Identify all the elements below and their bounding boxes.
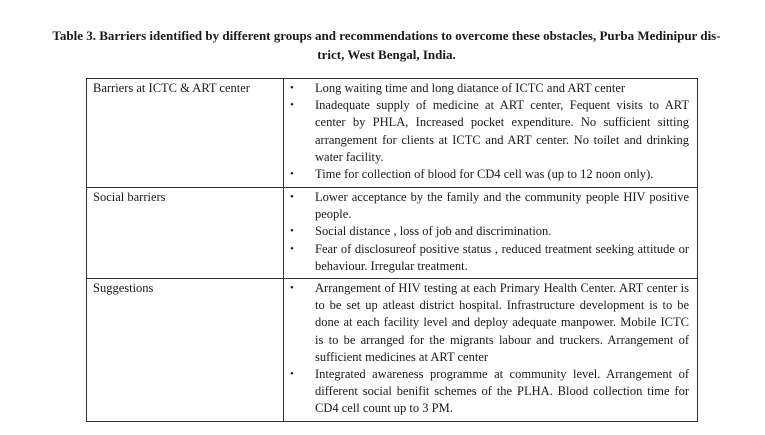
table-caption [24,26,749,64]
bullet-icon: • [290,368,294,381]
list-item: • Time for collection of blood for CD4 cell was (up to 12 noon only). [284,166,689,183]
bullet-icon: • [290,225,294,238]
list-item: • Inadequate supply of medicine at ART center, Fequent visits to ART center by PHLA, Increased pocket expenditure. No sufficient sitting arrangement for clients at ICTC and ART center. No toilet and drinking water facility. [290,98,689,164]
bullet-icon: • [290,191,294,203]
bullet-icon: • [290,99,294,112]
caption-line-1: Table 3. Barriers identified by different groups and recommendations to overcome these obstacles, Purba Medinipur dis- [52,28,721,43]
row-label-barriers: Barriers at ICTC & ART center [87,79,284,188]
table-row-barriers [87,79,698,188]
bullet-icon: • [290,242,294,255]
list-item: • Fear of disclosureof positive status , reduced treatment seeking attitude or behaviour. Irregular treatment. [290,241,689,273]
row-items-suggestions [284,279,698,422]
list-item: • Arrangement of HIV testing at each Primary Health Center. ART center is to be set up atleast district hospital. Infrastructure development is to be done at each facility level and deploy adequate manpower. Mobile ICTC is to be arranged for the migrants labour and truckers. Arrangement of sufficient medicines at ART center [290,281,689,364]
row-items-social [284,188,698,279]
bullet-icon: • [290,168,294,181]
list-item: • Integrated awareness programme at community level. Arrangement of different social benifit schemes of the PLHA. Blood collection time for CD4 cell count up to 3 PM. [290,367,689,416]
barriers-table [86,78,698,422]
list-item: • Social distance , loss of job and discrimination. [284,223,689,240]
table-row-suggestions [87,279,698,422]
table-row-social [87,188,698,279]
caption-line-2: trict, West Bengal, India. [317,47,456,62]
list-item: • Lower acceptance by the family and the community people HIV positive people. [290,190,689,222]
bullet-icon: • [290,282,294,295]
list-item: • Long waiting time and long diatance of ICTC and ART center [284,80,689,97]
bullet-icon: • [290,82,294,94]
row-items-barriers [284,79,698,188]
row-label-social: Social barriers [87,188,284,279]
row-label-suggestions: Suggestions [87,279,284,422]
